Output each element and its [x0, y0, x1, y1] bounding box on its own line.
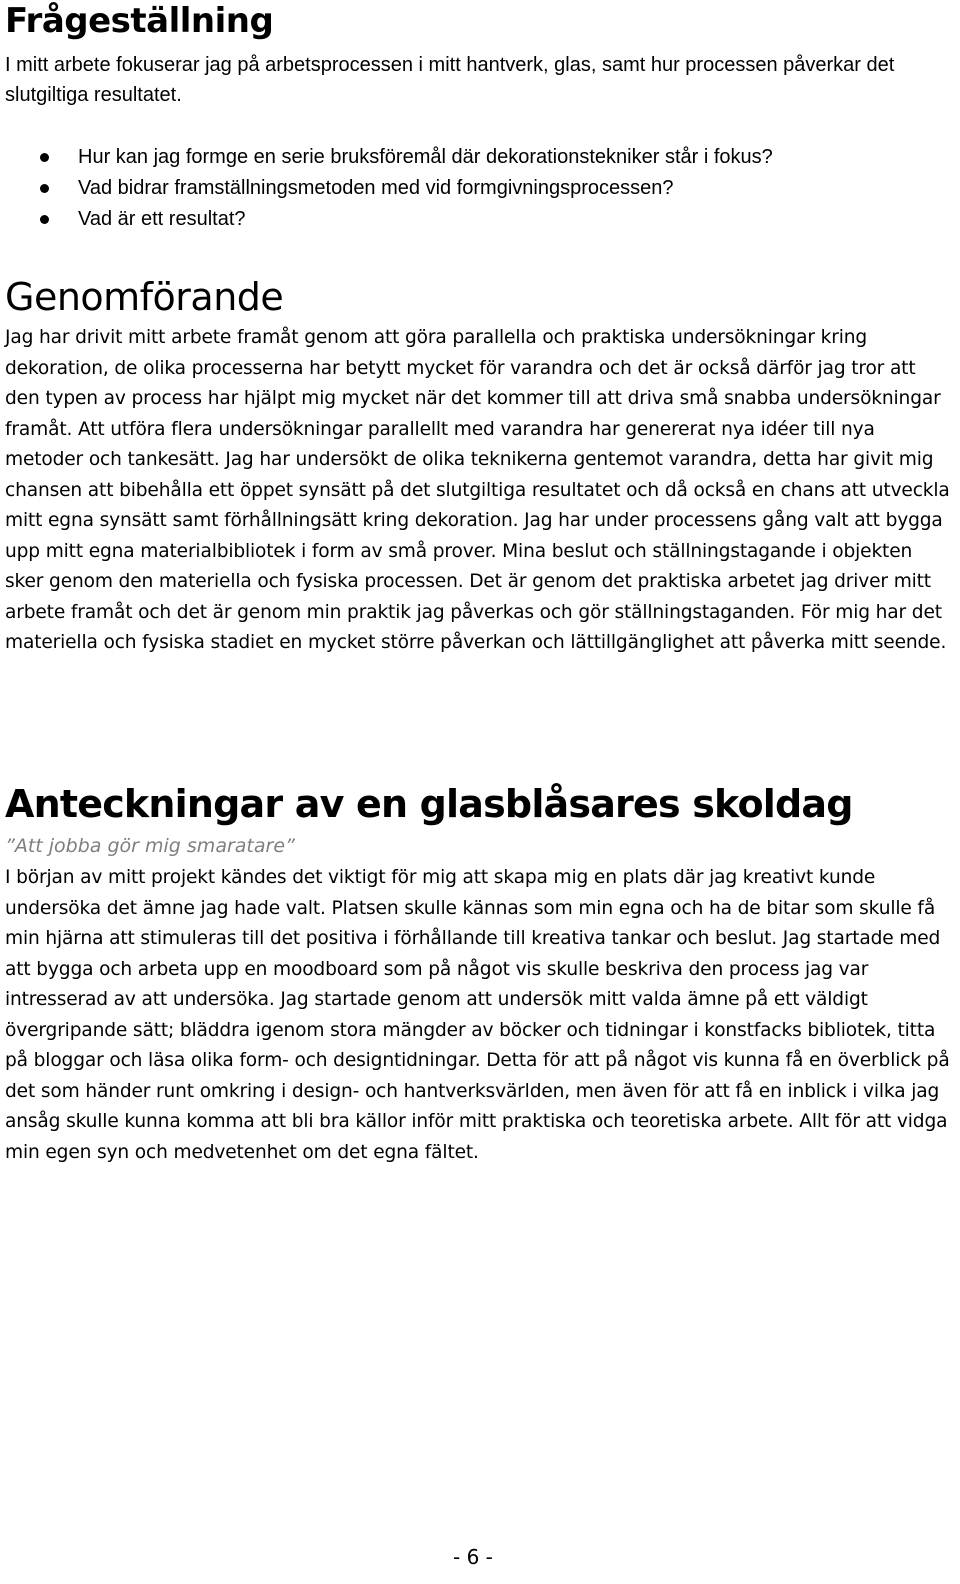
bullet-icon	[40, 215, 49, 224]
heading-anteckningar: Anteckningar av en glasblåsares skoldag	[5, 782, 853, 826]
question-item	[5, 142, 773, 173]
anteckningar-subtitle: ”Att jobba gör mig smaratare”	[5, 835, 295, 857]
intro-paragraph: I mitt arbete fokuserar jag på arbetsprocessen i mitt hantverk, glas, samt hur processen påverkar det slutgiltiga resultatet.	[5, 54, 895, 106]
genomforande-paragraph: Jag har drivit mitt arbete framåt genom att göra parallella och praktiska undersökningar kring dekoration, de olika processerna har betytt mycket för varandra och det är också därför jag tror att den typen av process har hjälpt mig mycket när det kommer till att driva små snabba undersökningar framåt. Att utföra flera undersökningar parallellt med varandra har genererat nya idéer till nya metoder och tankesätt. Jag har undersökt de olika teknikerna gentemot varandra, detta har givit mig chansen att bibehålla ett öppet synsätt på det slutgiltiga resultatet och då också en chans att utveckla mitt egna synsätt samt förhållningsätt kring dekoration. Jag har under processens gång valt att bygga upp mitt egna materialbibliotek i form av små prover. Mina beslut och ställningstagande i objekten sker genom den materiella och fysiska processen. Det är genom det praktiska arbetet jag driver mitt arbete framåt och det är genom min praktik jag påverkas och gör ställningstaganden. För mig har det materiella och fysiska stadiet en mycket större påverkan och lättillgänglighet att påverka mitt seende.	[5, 327, 950, 653]
question-text: Vad bidrar framställningsmetoden med vid formgivningsprocessen?	[78, 177, 674, 199]
question-text: Vad är ett resultat?	[78, 208, 246, 230]
heading-genomforande: Genomförande	[5, 275, 284, 319]
subtitle-text: Att jobba gör mig smaratare	[14, 835, 286, 857]
anteckningar-paragraph: I början av mitt projekt kändes det viktigt för mig att skapa mig en plats där jag kreativt kunde undersöka det ämne jag hade valt. Platsen skulle kännas som min egna och ha de bitar som skulle få min hjärna att stimuleras till det positiva i förhållande till kreativa tankar och beslut. Jag startade med att bygga och arbeta upp en moodboard som på något vis skulle beskriva den process jag var intresserad av att undersöka. Jag startade genom att undersök mitt valda ämne på ett väldigt övergripande sätt; bläddra igenom stora mängder av böcker och tidningar i konstfacks bibliotek, titta på bloggar och läsa olika form- och designtidningar. Detta för att på något vis kunna få en överblick på det som händer runt omkring i design- och hantverksvärlden, men även för att få en inblick i vilka jag ansåg skulle kunna komma att bli bra källor inför mitt praktiska och teoretiska arbete. Allt för att vidga min egen syn och medvetenhet om det egna fältet.	[5, 867, 950, 1163]
bullet-icon	[40, 184, 49, 193]
question-item	[5, 173, 773, 204]
question-text: Hur kan jag formge en serie bruksföremål där dekorationstekniker står i fokus?	[78, 146, 773, 168]
heading-fragestallning: Frågeställning	[5, 1, 274, 41]
question-list	[5, 142, 773, 235]
bullet-icon	[40, 153, 49, 162]
question-item	[5, 204, 773, 235]
page-number: - 6 -	[453, 1545, 493, 1569]
